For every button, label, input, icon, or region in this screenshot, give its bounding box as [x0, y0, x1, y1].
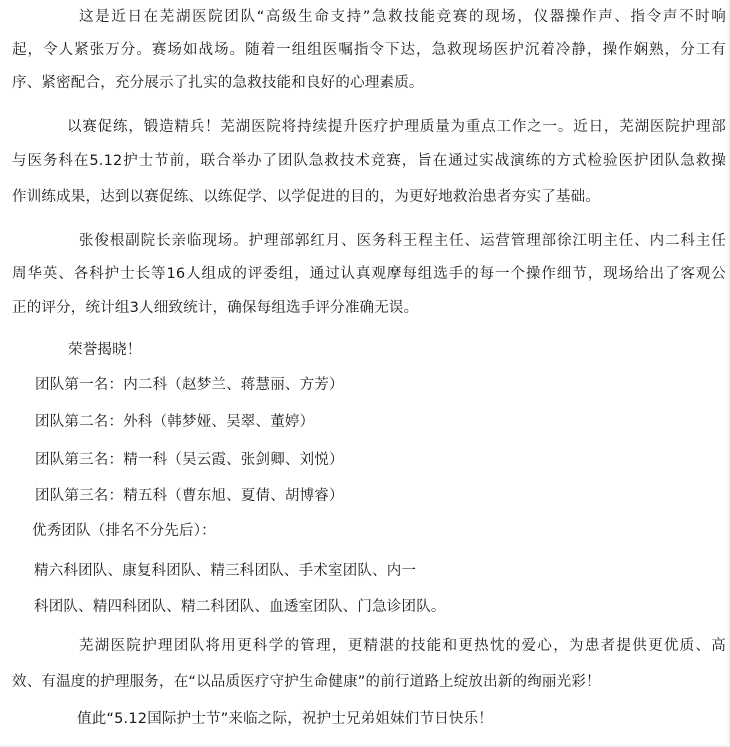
team-third-place-b: 团队第三名：精五科（曹东旭、夏倩、胡博睿）: [35, 488, 344, 504]
team-first-place: 团队第一名：内二科（赵梦兰、蒋慧丽、方芳）: [35, 377, 344, 393]
paragraph-2-line-2: 与医务科在5.12护士节前，联合举办了团队急救技术竞赛，旨在通过实战演练的方式检验医护团队急救操: [12, 153, 726, 169]
excellent-teams-line-2: 科团队、精四科团队、精二科团队、血透室团队、门急诊团队。: [34, 599, 446, 615]
paragraph-2-line-1: 以赛促练，锻造精兵！芜湖医院将持续提升医疗护理质量为重点工作之一。近日，芜湖医院护理部: [67, 119, 726, 135]
paragraph-3-line-1: 张俊根副院长亲临现场。护理部郭红月、医务科王程主任、运营管理部徐江明主任、内二科主任: [79, 233, 726, 249]
closing-paragraph-line-2: 效、有温度的护理服务，在“以品质医疗守护生命健康”的前行道路上绽放出新的绚丽光彩！: [12, 674, 601, 690]
paragraph-1-line-1: 这是近日在芜湖医院团队“高级生命支持”急救技能竞赛的现场，仪器操作声、指令声不时响: [79, 9, 726, 25]
paragraph-3-line-2: 周华英、各科护士长等16人组成的评委组，通过认真观摩每组选手的每一个操作细节，现场给出了客观公: [12, 266, 726, 282]
nurses-day-greeting: 值此“5.12国际护士节”来临之际，祝护士兄弟姐妹们节日快乐！: [77, 711, 494, 727]
team-third-place-a: 团队第三名：精一科（吴云霞、张剑卿、刘悦）: [35, 452, 344, 468]
paragraph-1-line-3: 序、紧密配合，充分展示了扎实的急救技能和良好的心理素质。: [12, 75, 424, 91]
paragraph-3-line-3: 正的评分，统计组3人细致统计，确保每组选手评分准确无误。: [12, 300, 419, 316]
paragraph-1-line-2: 起，令人紧张万分。赛场如战场。随着一组组医嘱指令下达，急救现场医护沉着冷静，操作娴熟，分工有: [12, 42, 726, 58]
excellent-teams-line-1: 精六科团队、康复科团队、精三科团队、手术室团队、内一: [34, 563, 417, 579]
closing-paragraph-line-1: 芜湖医院护理团队将用更科学的管理，更精湛的技能和更热忱的爱心，为患者提供更优质、高: [79, 638, 726, 654]
honors-heading: 荣誉揭晓！: [68, 342, 142, 358]
excellent-teams-heading: 优秀团队（排名不分先后）：: [32, 523, 216, 539]
team-second-place: 团队第二名：外科（韩梦娅、吴翠、董婷）: [35, 414, 315, 430]
paragraph-2-line-3: 作训练成果，达到以赛促练、以练促学、以学促进的目的，为更好地救治患者夯实了基础。: [12, 189, 600, 205]
